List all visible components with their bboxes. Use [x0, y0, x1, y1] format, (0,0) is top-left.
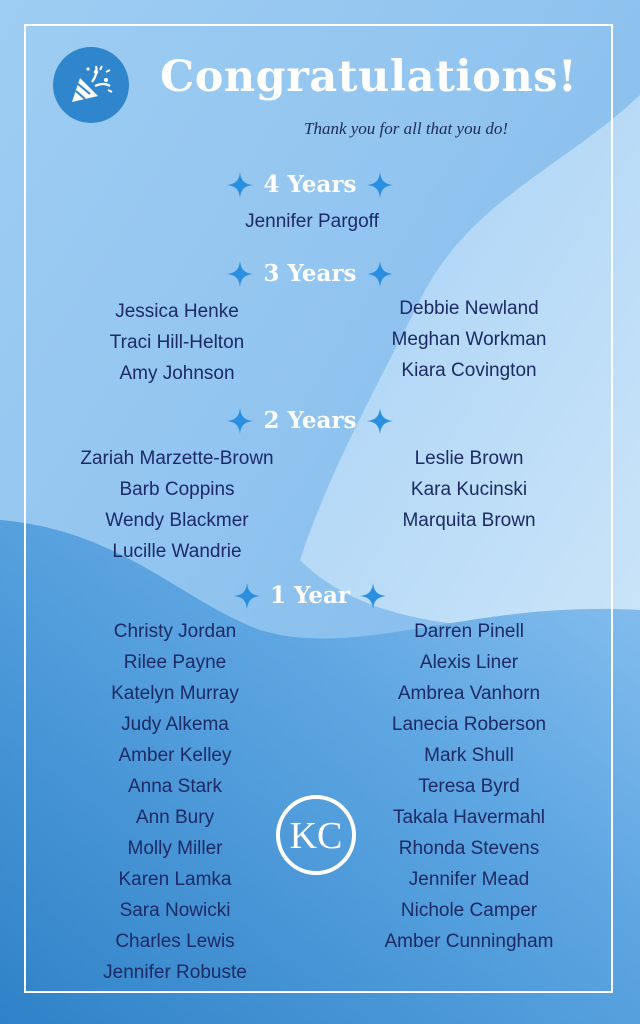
- employee-name: Jennifer Robuste: [103, 962, 247, 983]
- sparkle-icon: [367, 261, 393, 287]
- employee-name: Leslie Brown: [414, 448, 524, 469]
- party-popper-icon: [66, 60, 116, 110]
- employee-name: Wendy Blackmer: [105, 510, 249, 531]
- employee-name: Judy Alkema: [121, 714, 229, 735]
- sparkle-icon: [234, 583, 260, 609]
- employee-name: Amber Kelley: [118, 745, 232, 766]
- employee-name: Kiara Covington: [401, 360, 537, 381]
- employee-name: Jennifer Pargoff: [245, 211, 379, 232]
- employee-name: Marquita Brown: [402, 510, 536, 531]
- employee-name: Alexis Liner: [419, 652, 519, 673]
- celebration-badge: [53, 47, 129, 123]
- sparkle-icon: [367, 172, 393, 198]
- sparkle-icon: [227, 261, 253, 287]
- page-title: Congratulations!: [160, 52, 578, 102]
- employee-name: Rhonda Stevens: [398, 838, 540, 859]
- employee-name: Kara Kucinski: [410, 479, 528, 500]
- employee-name: Charles Lewis: [115, 931, 235, 952]
- kc-logo: [276, 795, 356, 875]
- employee-name: Molly Miller: [127, 838, 223, 859]
- sparkle-icon: [360, 583, 386, 609]
- employee-name: Teresa Byrd: [418, 776, 520, 797]
- employee-name: Anna Stark: [128, 776, 222, 797]
- employee-name: Jennifer Mead: [408, 869, 530, 890]
- sparkle-icon: [227, 408, 253, 434]
- employee-name: Ambrea Vanhorn: [397, 683, 541, 704]
- svg-text:KC: KC: [289, 815, 343, 857]
- section-heading: [0, 582, 620, 609]
- employee-name: Zariah Marzette-Brown: [80, 448, 274, 469]
- employee-name: Karen Lamka: [118, 869, 232, 890]
- employee-name: Lanecia Roberson: [391, 714, 547, 735]
- employee-name: Ann Bury: [135, 807, 215, 828]
- section-heading-label: 4 Years: [263, 171, 357, 198]
- page-subtitle: Thank you for all that you do!: [304, 119, 508, 138]
- section-heading-label: 1 Year: [269, 582, 351, 609]
- employee-name: Takala Havermahl: [392, 807, 546, 828]
- section-heading: [0, 407, 620, 434]
- employee-name: Darren Pinell: [414, 621, 524, 642]
- employee-name: Debbie Newland: [399, 298, 539, 319]
- sparkle-icon: [227, 172, 253, 198]
- employee-name: Lucille Wandrie: [112, 541, 242, 562]
- employee-name: Katelyn Murray: [111, 683, 239, 704]
- section-heading-label: 3 Years: [263, 260, 357, 287]
- employee-name: Mark Shull: [424, 745, 514, 766]
- section-heading: [0, 171, 620, 198]
- employee-name: Christy Jordan: [113, 621, 237, 642]
- employee-name: Traci Hill-Helton: [109, 332, 245, 353]
- sparkle-icon: [367, 408, 393, 434]
- employee-name: Amy Johnson: [119, 363, 235, 384]
- employee-name: Rilee Payne: [123, 652, 227, 673]
- employee-name: Amber Cunningham: [384, 931, 554, 952]
- employee-name: Nichole Camper: [400, 900, 538, 921]
- section-heading: [0, 260, 620, 287]
- employee-name: Jessica Henke: [115, 301, 239, 322]
- employee-name: Sara Nowicki: [119, 900, 231, 921]
- kc-logo-mark: [285, 804, 347, 866]
- employee-name: Meghan Workman: [391, 329, 547, 350]
- employee-name: Barb Coppins: [119, 479, 235, 500]
- section-heading-label: 2 Years: [263, 407, 357, 434]
